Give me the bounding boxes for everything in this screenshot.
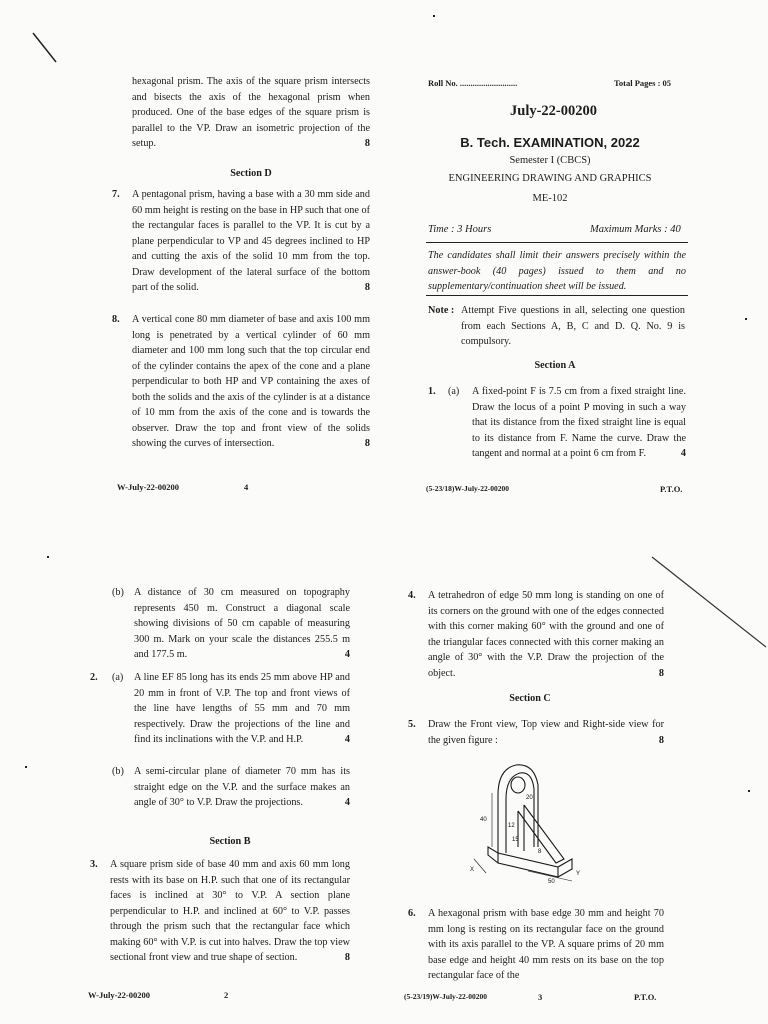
scan-speck <box>748 790 750 792</box>
question-number: 4. <box>408 590 416 601</box>
scan-speck <box>433 15 435 17</box>
question-text: A distance of 30 cm measured on topography represents 450 m. Construct a diagonal scale showing divisions of 50 cm capable of measuring 300 m. Mark on your scale the distances 255.5 m and 177.5 m. 4 <box>134 585 350 663</box>
question-text: A fixed-point F is 7.5 cm from a fixed straight line. Draw the locus of a point P moving in such a way that its distance from the fixed straight line is equal to its distance from F. Name the curve. Draw the tangent and normal at a point 6 cm from F. 4 <box>472 384 686 462</box>
maximum-marks: Maximum Marks : 40 <box>590 224 681 235</box>
figure-label: 15 <box>512 837 519 843</box>
paper-code: July-22-00200 <box>510 103 597 119</box>
question-5 <box>408 717 664 751</box>
question-text: A tetrahedron of edge 50 mm long is standing on one of its corners on the ground with one of the edges connected with this corner making 60° with the ground and one of the triangular faces connected with this corner making an angle of 30° with the V.P. Draw the projection of the object. 8 <box>428 588 664 681</box>
question-text: A pentagonal prism, having a base with a 30 mm side and 60 mm height is resting on the base in HP such that one of the rectangular faces is parallel to the VP. It is cut by a plane perpendicular to VP and 45 degrees inclined to HP and cutting the axis of the solid 10 mm from the top. Draw development of the lateral surface of the bottom part of the solid. 8 <box>132 187 370 296</box>
marks: 8 <box>364 438 370 449</box>
figure-label: Y <box>576 871 581 877</box>
sub-label: (a) <box>448 386 460 397</box>
question-text: A vertical cone 80 mm diameter of base and axis 100 mm long is penetrated by a vertical cylinder of 60 mm diameter and 100 mm long such that the top circular end of the cylinder contains the apex of the cone and a plane perpendicular to both HP and VP containing the axes of both the solids and the axis of the cylinder is at a distance of 10 mm from the axis of the cone and is towards the observer. Draw the top and front view of the solids showing the curves of intersection. 8 <box>132 312 370 452</box>
question-3 <box>90 857 350 985</box>
question-1a <box>428 384 686 480</box>
section-heading: Section D <box>230 168 272 179</box>
scan-speck <box>47 556 49 558</box>
footer-pto: P.T.O. <box>634 992 657 1002</box>
sub-label: (a) <box>112 672 124 683</box>
figure-label: X <box>470 867 475 873</box>
question-number: 1. <box>428 386 436 397</box>
footer-code: (5-23/19)W-July-22-00200 <box>404 992 488 1001</box>
marks: 8 <box>344 952 350 963</box>
note-label: Note : <box>428 305 455 316</box>
section-heading: Section A <box>534 360 576 371</box>
marks: 8 <box>364 282 370 293</box>
question-text: A line EF 85 long has its ends 25 mm above HP and 20 mm in front of V.P. The top and front views of the line have lengths of 55 mm and 70 mm respectively. Draw the projections of the line and find its inclinations with the V.P. and H.P. 4 <box>134 670 350 748</box>
question-text: A square prism side of base 40 mm and axis 60 mm long rests with its base on H.P. such that one of its rectangular faces is inclined at 30° to V.P. A section plane perpendicular to H.P. and inclined at 60° to V.P. passes through the prism such that the rectangular face which making 60° with V.P. is cut into halves. Draw the top view sectional front view and true shape of section. 8 <box>110 857 350 966</box>
question-7 <box>112 187 370 305</box>
note <box>428 303 686 351</box>
instructions: The candidates shall limit their answers precisely within the answer-book (40 pages) issued to them and no supplementary/continuation sheet will be issued. <box>428 250 686 292</box>
footer-code: (5-23/18)W-July-22-00200 <box>426 484 510 493</box>
roll-number: Roll No. ........................... <box>428 78 518 88</box>
dimension-line <box>474 859 486 873</box>
question-number: 7. <box>112 189 120 200</box>
scan-stroke-middle <box>650 555 768 675</box>
question-text: Draw the Front view, Top view and Right-side view for the given figure : 8 <box>428 717 664 748</box>
figure-label: 40 <box>480 817 487 823</box>
figure-base <box>488 847 572 877</box>
section-heading: Section C <box>509 693 551 704</box>
question-2b <box>112 764 350 828</box>
note-text: Attempt Five questions in all, selecting one question from each Sections A, B, C and D. Q. No. 9 is compulsory. <box>461 305 685 347</box>
footer-pto: P.T.O. <box>660 484 683 494</box>
question-1b <box>112 585 350 665</box>
scan-stroke-topleft <box>30 30 60 66</box>
question-text: A hexagonal prism with base edge 30 mm and height 70 mm long is resting on its rectangular face on the ground with its axis parallel to the VP. A square prims of 20 mm base edge and height 40 mm rests on its base on the top rectangular face of the <box>428 908 664 981</box>
divider-line <box>426 295 688 296</box>
marks: 8 <box>364 138 370 149</box>
sub-label: (b) <box>112 766 124 777</box>
footer-page-number: 2 <box>224 990 229 1000</box>
question-8 <box>112 312 370 472</box>
marks: 4 <box>344 797 350 808</box>
semester: Semester I (CBCS) <box>509 155 591 166</box>
figure-hole <box>511 777 525 793</box>
subject: ENGINEERING DRAWING AND GRAPHICS <box>448 173 652 184</box>
footer-code: W-July-22-00200 <box>117 482 180 492</box>
footer-page-number: 4 <box>244 482 249 492</box>
exam-title: B. Tech. EXAMINATION, 2022 <box>460 135 640 150</box>
marks: 4 <box>344 649 350 660</box>
figure-label: 12 <box>508 823 515 829</box>
scan-speck <box>25 766 27 768</box>
sub-label: (b) <box>112 587 124 598</box>
question-number: 6. <box>408 908 416 919</box>
scan-speck <box>745 318 747 320</box>
course-code: ME-102 <box>532 193 568 204</box>
footer-code: W-July-22-00200 <box>88 990 151 1000</box>
divider-line <box>426 242 688 243</box>
figure-label: 50 <box>548 879 555 885</box>
question-number: 5. <box>408 719 416 730</box>
question-4 <box>408 588 664 684</box>
continued-text: hexagonal prism. The axis of the square prism intersects and bisects the axis of the hexagonal prism when produced. One of the base edges of the square prism is parallel to the VP. Draw an isometric projection of the setup. 8 <box>132 74 370 152</box>
isometric-figure <box>468 755 588 885</box>
total-pages: Total Pages : 05 <box>614 78 672 88</box>
marks: 4 <box>680 448 686 459</box>
time-allowed: Time : 3 Hours <box>428 224 492 235</box>
figure-label: 20 <box>526 795 533 801</box>
footer-page-number: 3 <box>538 992 543 1002</box>
question-6 <box>408 906 664 986</box>
marks: 8 <box>658 734 664 746</box>
question-number: 8. <box>112 314 120 325</box>
marks: 8 <box>658 667 664 679</box>
figure-label: 8 <box>538 849 542 855</box>
question-2a <box>90 670 350 766</box>
marks: 4 <box>344 734 350 745</box>
question-number: 2. <box>90 672 98 683</box>
section-heading: Section B <box>209 836 251 847</box>
question-text: A semi-circular plane of diameter 70 mm has its straight edge on the V.P. and the surface makes an angle of 30° to V.P. Draw the projections. 4 <box>134 764 350 811</box>
question-number: 3. <box>90 859 98 870</box>
